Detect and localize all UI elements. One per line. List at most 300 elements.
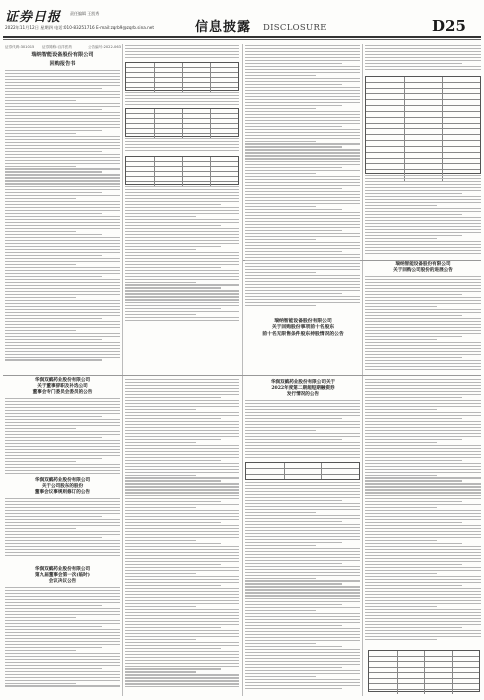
text-line xyxy=(365,297,481,298)
text-line xyxy=(5,294,120,295)
text-line xyxy=(5,315,120,316)
text-line xyxy=(245,506,360,507)
text-line xyxy=(365,489,481,490)
table-cell-divider xyxy=(182,162,183,166)
table-cell-divider xyxy=(442,77,443,82)
text-line xyxy=(245,299,360,300)
text-line xyxy=(365,412,481,413)
text-line xyxy=(125,630,239,631)
text-line xyxy=(365,229,481,230)
text-line xyxy=(245,569,360,570)
text-line xyxy=(365,178,481,179)
text-line xyxy=(245,433,360,434)
text-line xyxy=(245,418,342,419)
text-line xyxy=(5,76,120,77)
text-line xyxy=(125,290,239,291)
text-line xyxy=(5,234,102,235)
text-line xyxy=(365,45,481,46)
text-line xyxy=(5,312,120,313)
text-line xyxy=(365,351,481,352)
table-cell-divider xyxy=(424,679,425,684)
text-line xyxy=(365,357,462,358)
announcement-subject: 回购报告书 xyxy=(49,61,76,67)
text-line xyxy=(125,186,239,187)
text-line xyxy=(245,409,360,410)
text-line xyxy=(5,416,102,417)
text-line xyxy=(245,575,360,576)
text-line xyxy=(245,287,360,288)
text-line xyxy=(5,303,120,304)
table-cell-divider xyxy=(404,112,405,117)
text-line xyxy=(245,652,360,653)
text-line xyxy=(365,624,481,625)
text-line xyxy=(245,451,360,452)
stock-code: 证券代码:301015 xyxy=(5,45,35,49)
text-line xyxy=(365,63,462,64)
data-table xyxy=(125,62,239,91)
text-line xyxy=(5,255,102,256)
text-line xyxy=(365,244,481,245)
text-line xyxy=(245,586,360,587)
announcement-title: 华润双鹤药业股份有限公司 第九届董事会第一次(临时) 会议决议公告 xyxy=(34,567,91,585)
text-line xyxy=(5,112,120,113)
text-line xyxy=(245,81,360,82)
table-cell-divider xyxy=(182,114,183,118)
text-line xyxy=(125,567,239,568)
announcement-title: 华润双鹤药业股份有限公司关于 2022年度第二期超短期融资券 发行情况的公告 xyxy=(270,380,336,398)
text-line xyxy=(5,650,76,651)
text-line xyxy=(5,522,120,523)
text-line xyxy=(365,202,481,203)
text-line xyxy=(365,223,481,224)
text-line xyxy=(125,311,239,312)
table-cell-divider xyxy=(397,673,398,678)
text-line xyxy=(5,685,120,686)
text-line xyxy=(125,657,239,658)
table-cell-divider xyxy=(210,83,211,87)
text-line xyxy=(5,174,120,175)
text-line xyxy=(365,54,481,55)
text-line xyxy=(245,123,360,124)
table-cell-divider xyxy=(442,164,443,169)
text-line xyxy=(125,213,239,214)
text-line xyxy=(365,336,462,337)
text-line xyxy=(245,622,360,623)
text-line xyxy=(5,342,120,343)
table-cell-divider xyxy=(154,157,155,161)
announcement-body xyxy=(365,175,481,256)
text-line xyxy=(245,661,360,662)
masthead xyxy=(0,0,484,46)
data-table xyxy=(125,108,239,137)
text-line xyxy=(125,555,239,556)
text-line xyxy=(245,78,360,79)
text-line xyxy=(5,237,120,238)
text-line xyxy=(365,312,481,313)
text-line xyxy=(365,454,481,455)
text-line xyxy=(125,600,239,601)
text-line xyxy=(365,288,481,289)
text-line xyxy=(5,605,102,606)
table-row xyxy=(369,690,479,695)
text-line xyxy=(245,604,342,605)
table-cell-divider xyxy=(284,475,285,480)
text-line xyxy=(125,189,239,190)
text-line xyxy=(245,161,360,162)
text-line xyxy=(125,204,221,205)
text-line xyxy=(125,409,196,410)
text-line xyxy=(125,519,239,520)
text-line xyxy=(245,45,360,46)
text-line xyxy=(245,254,360,255)
table-cell-divider xyxy=(321,469,322,474)
text-line xyxy=(365,279,481,280)
text-line xyxy=(5,677,120,678)
text-line xyxy=(125,430,239,431)
text-line xyxy=(245,625,342,626)
text-line xyxy=(125,284,239,285)
text-line xyxy=(5,249,120,250)
text-line xyxy=(245,640,360,641)
text-line xyxy=(125,243,239,244)
text-line xyxy=(365,600,481,601)
text-line xyxy=(125,400,239,401)
text-line xyxy=(365,475,437,476)
text-line xyxy=(365,363,481,364)
text-line xyxy=(245,224,360,225)
text-line xyxy=(365,306,437,307)
text-line xyxy=(365,324,481,325)
text-line xyxy=(5,207,120,208)
text-line xyxy=(245,141,316,142)
text-line xyxy=(125,442,196,443)
text-line xyxy=(5,139,120,140)
text-line xyxy=(5,109,102,110)
text-line xyxy=(5,507,120,508)
text-line xyxy=(5,333,120,334)
section-subtitle: DISCLOSURE xyxy=(263,23,327,33)
text-line xyxy=(365,232,481,233)
text-line xyxy=(245,503,360,504)
text-line xyxy=(5,354,120,355)
text-line xyxy=(5,339,102,340)
text-line xyxy=(365,525,481,526)
text-line xyxy=(5,168,120,169)
table-cell-divider xyxy=(452,651,453,656)
text-line xyxy=(5,510,120,511)
text-line xyxy=(245,48,360,49)
table-cell-divider xyxy=(210,68,211,72)
text-line xyxy=(365,480,462,481)
text-line xyxy=(125,382,239,383)
text-line xyxy=(245,619,360,620)
text-line xyxy=(125,314,196,315)
text-line xyxy=(5,452,120,453)
text-line xyxy=(245,272,316,273)
table-cell-divider xyxy=(397,662,398,667)
announcement-body xyxy=(125,138,239,153)
text-line xyxy=(5,555,120,556)
table-cell-divider xyxy=(154,119,155,123)
text-line xyxy=(245,87,360,88)
table-cell-divider xyxy=(210,162,211,166)
table-cell-divider xyxy=(452,690,453,695)
text-line xyxy=(365,639,437,640)
text-line xyxy=(365,238,437,239)
text-line xyxy=(245,536,360,537)
text-line xyxy=(125,463,239,464)
text-line xyxy=(365,609,481,610)
announcement-body xyxy=(125,92,239,107)
text-line xyxy=(245,75,316,76)
text-line xyxy=(5,231,76,232)
text-line xyxy=(5,413,120,414)
text-line xyxy=(5,626,102,627)
table-cell-divider xyxy=(284,463,285,468)
text-line xyxy=(5,154,120,155)
text-line xyxy=(5,519,120,520)
table-cell-divider xyxy=(210,172,211,176)
text-line xyxy=(245,601,360,602)
text-line xyxy=(125,222,239,223)
table-cell-divider xyxy=(404,147,405,152)
text-line xyxy=(365,250,481,251)
text-line xyxy=(5,118,120,119)
text-line xyxy=(125,624,239,625)
text-line xyxy=(245,542,342,543)
announcement-body xyxy=(365,379,481,642)
text-line xyxy=(5,324,120,325)
text-line xyxy=(245,658,360,659)
text-line xyxy=(5,437,102,438)
text-line xyxy=(5,623,120,624)
text-line xyxy=(5,540,120,541)
text-line xyxy=(5,659,120,660)
text-line xyxy=(5,665,120,666)
text-line xyxy=(5,88,102,89)
text-line xyxy=(245,539,360,540)
text-line xyxy=(365,205,437,206)
text-line xyxy=(5,620,120,621)
text-line xyxy=(365,627,462,628)
announcement-body xyxy=(125,379,239,689)
text-line xyxy=(245,305,316,306)
text-line xyxy=(5,73,120,74)
text-line xyxy=(365,241,481,242)
text-line xyxy=(125,433,239,434)
text-line xyxy=(125,54,239,55)
text-line xyxy=(125,293,239,294)
text-line xyxy=(125,279,239,280)
text-line xyxy=(365,495,481,496)
text-line xyxy=(5,425,120,426)
table-cell-divider xyxy=(210,177,211,181)
text-line xyxy=(5,163,120,164)
text-line xyxy=(5,264,76,265)
text-line xyxy=(245,548,360,549)
text-line xyxy=(5,276,102,277)
text-line xyxy=(5,596,120,597)
table-cell-divider xyxy=(404,141,405,146)
text-line xyxy=(5,183,120,184)
text-line xyxy=(365,48,481,49)
table-cell-divider xyxy=(210,167,211,171)
text-line xyxy=(125,427,239,428)
table-cell-divider xyxy=(404,159,405,164)
text-line xyxy=(5,240,120,241)
text-line xyxy=(365,466,481,467)
text-line xyxy=(365,418,462,419)
text-line xyxy=(5,404,120,405)
table-cell-divider xyxy=(404,153,405,158)
announcement-body xyxy=(125,45,239,60)
table-cell-divider xyxy=(404,135,405,140)
text-line xyxy=(5,656,120,657)
text-line xyxy=(245,146,342,147)
text-line xyxy=(125,273,239,274)
text-line xyxy=(5,552,120,553)
text-line xyxy=(245,670,360,671)
text-line xyxy=(245,84,342,85)
text-line xyxy=(245,176,360,177)
text-line xyxy=(5,593,120,594)
text-line xyxy=(365,330,481,331)
text-line xyxy=(245,667,342,668)
text-line xyxy=(245,527,360,528)
text-line xyxy=(5,671,120,672)
text-line xyxy=(245,164,360,165)
text-line xyxy=(5,309,120,310)
text-line xyxy=(365,507,437,508)
text-line xyxy=(5,440,120,441)
section-title: 信息披露 xyxy=(195,20,252,35)
text-line xyxy=(245,99,360,100)
text-line xyxy=(125,240,239,241)
announcement-body xyxy=(5,70,120,362)
text-line xyxy=(245,500,342,501)
text-line xyxy=(5,198,76,199)
text-line xyxy=(245,185,360,186)
column-divider xyxy=(362,44,363,696)
text-line xyxy=(5,602,120,603)
text-line xyxy=(245,266,360,267)
announcement-title: 瑞纳智能设备股份有限公司 关于回购公司股份的进展公告 xyxy=(393,262,453,274)
text-line xyxy=(245,114,360,115)
text-line xyxy=(125,270,239,271)
text-line xyxy=(245,607,360,608)
text-line xyxy=(5,683,76,684)
text-line xyxy=(125,680,239,681)
text-line xyxy=(245,209,342,210)
table-cell-divider xyxy=(424,662,425,667)
text-line xyxy=(125,219,239,220)
text-line xyxy=(125,98,239,99)
text-line xyxy=(245,284,360,285)
text-line xyxy=(245,448,360,449)
text-line xyxy=(125,677,239,678)
text-line xyxy=(125,558,239,559)
text-line xyxy=(5,635,120,636)
table-cell-divider xyxy=(404,94,405,99)
announcement-body xyxy=(365,276,481,372)
text-line xyxy=(5,82,120,83)
text-line xyxy=(365,309,481,310)
text-line xyxy=(365,549,481,550)
table-cell-divider xyxy=(404,124,405,129)
text-line xyxy=(365,247,481,248)
table-cell-divider xyxy=(182,78,183,82)
text-line xyxy=(125,510,239,511)
text-line xyxy=(245,69,360,70)
text-line xyxy=(5,70,120,71)
text-line xyxy=(365,457,481,458)
text-line xyxy=(365,427,481,428)
text-line xyxy=(245,138,360,139)
text-line xyxy=(125,388,239,389)
announcement-body xyxy=(5,398,120,476)
text-line xyxy=(5,192,102,193)
text-line xyxy=(5,136,120,137)
text-line xyxy=(365,531,481,532)
text-line xyxy=(365,327,481,328)
text-line xyxy=(125,585,221,586)
text-line xyxy=(125,501,221,502)
dateline: 2022年11月12日 星期四 电话:010-83251716 E-mail:zqrb9@zqrb.sina.net xyxy=(5,25,154,30)
text-line xyxy=(365,445,481,446)
text-line xyxy=(365,181,481,182)
text-line xyxy=(125,472,239,473)
text-line xyxy=(125,597,239,598)
text-line xyxy=(5,531,120,532)
text-line xyxy=(245,613,360,614)
table-cell-divider xyxy=(424,668,425,673)
text-line xyxy=(125,144,239,145)
text-line xyxy=(245,54,360,55)
text-line xyxy=(365,318,481,319)
text-line xyxy=(125,394,239,395)
text-line xyxy=(125,504,239,505)
text-line xyxy=(125,609,239,610)
text-line xyxy=(245,598,360,599)
text-line xyxy=(125,627,221,628)
text-line xyxy=(245,57,360,58)
text-line xyxy=(245,415,360,416)
text-line xyxy=(125,287,221,288)
text-line xyxy=(5,213,102,214)
text-line xyxy=(365,382,481,383)
text-line xyxy=(5,100,76,101)
text-line xyxy=(125,296,239,297)
table-cell-divider xyxy=(404,129,405,134)
text-line xyxy=(5,300,120,301)
text-line xyxy=(365,397,462,398)
text-line xyxy=(365,294,462,295)
text-line xyxy=(365,516,481,517)
text-line xyxy=(5,258,120,259)
text-line xyxy=(245,51,360,52)
text-line xyxy=(245,518,360,519)
text-line xyxy=(125,391,239,392)
text-line xyxy=(5,617,76,618)
text-line xyxy=(5,614,120,615)
table-cell-divider xyxy=(442,147,443,152)
text-line xyxy=(245,194,360,195)
text-line xyxy=(125,448,239,449)
text-line xyxy=(5,243,120,244)
text-line xyxy=(125,466,239,467)
text-line xyxy=(125,498,239,499)
text-line xyxy=(245,664,360,665)
